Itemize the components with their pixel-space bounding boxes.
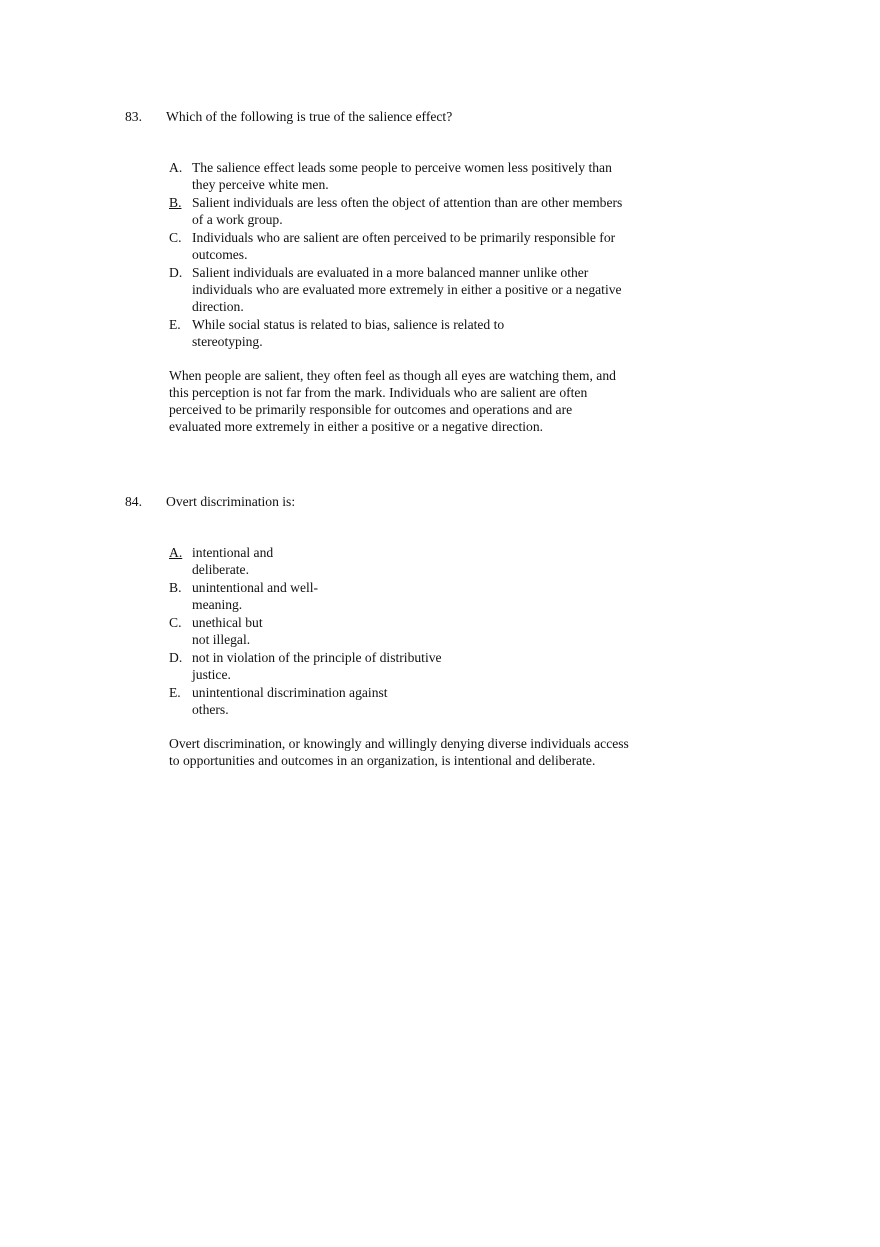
option-text: stereotyping. bbox=[192, 334, 263, 349]
question-number: 83. bbox=[125, 109, 142, 124]
option-b bbox=[169, 579, 685, 613]
option-text: they perceive white men. bbox=[192, 177, 329, 192]
option-text: not in violation of the principle of distributive bbox=[192, 650, 442, 665]
option-list bbox=[169, 544, 685, 718]
option-text: unethical but bbox=[192, 615, 263, 630]
option-text: direction. bbox=[192, 299, 244, 314]
explanation-line: to opportunities and outcomes in an organization, is intentional and deliberate. bbox=[169, 753, 596, 768]
question-83 bbox=[125, 108, 685, 435]
option-text: intentional and bbox=[192, 545, 274, 560]
option-text: not illegal. bbox=[192, 632, 251, 647]
option-a bbox=[169, 544, 685, 578]
question-stem: Overt discrimination is: bbox=[166, 494, 296, 509]
question-84 bbox=[125, 493, 685, 769]
explanation-line: this perception is not far from the mark. Individuals who are salient are often bbox=[169, 385, 588, 400]
option-text: Salient individuals are less often the object of attention than are other members bbox=[192, 195, 623, 210]
option-text: meaning. bbox=[192, 597, 243, 612]
option-e bbox=[169, 316, 685, 350]
option-a bbox=[169, 159, 685, 193]
option-text: individuals who are evaluated more extremely in either a positive or a negative bbox=[192, 282, 622, 297]
option-c bbox=[169, 614, 685, 648]
option-letter: E. bbox=[169, 317, 181, 332]
option-c bbox=[169, 229, 685, 263]
option-letter: D. bbox=[169, 650, 183, 665]
explanation-line: perceived to be primarily responsible for outcomes and operations and are bbox=[169, 402, 573, 417]
answer-explanation bbox=[169, 735, 685, 769]
option-letter: C. bbox=[169, 615, 182, 630]
option-text: Salient individuals are evaluated in a more balanced manner unlike other bbox=[192, 265, 589, 280]
marked-answer-letter: B. bbox=[169, 195, 182, 210]
option-letter: A. bbox=[169, 160, 183, 175]
option-d bbox=[169, 264, 685, 315]
option-text: unintentional and well- bbox=[192, 580, 319, 595]
option-text: Individuals who are salient are often perceived to be primarily responsible for bbox=[192, 230, 616, 245]
answer-explanation bbox=[169, 367, 685, 435]
question-number: 84. bbox=[125, 494, 142, 509]
option-text: justice. bbox=[192, 667, 231, 682]
option-d bbox=[169, 649, 685, 683]
option-letter: B. bbox=[169, 580, 182, 595]
option-text: outcomes. bbox=[192, 247, 248, 262]
question-stem: Which of the following is true of the salience effect? bbox=[166, 109, 453, 124]
option-text: others. bbox=[192, 702, 229, 717]
option-text: deliberate. bbox=[192, 562, 249, 577]
option-letter: E. bbox=[169, 685, 181, 700]
option-text: of a work group. bbox=[192, 212, 283, 227]
option-text: The salience effect leads some people to perceive women less positively than bbox=[192, 160, 612, 175]
option-letter: D. bbox=[169, 265, 183, 280]
option-letter: C. bbox=[169, 230, 182, 245]
option-text: unintentional discrimination against bbox=[192, 685, 388, 700]
question-header bbox=[125, 493, 685, 510]
option-b bbox=[169, 194, 685, 228]
question-header bbox=[125, 108, 685, 125]
explanation-line: evaluated more extremely in either a positive or a negative direction. bbox=[169, 419, 544, 434]
marked-answer-letter: A. bbox=[169, 545, 183, 560]
option-text: While social status is related to bias, salience is related to bbox=[192, 317, 505, 332]
option-e bbox=[169, 684, 685, 718]
explanation-line: When people are salient, they often feel as though all eyes are watching them, and bbox=[169, 368, 616, 383]
option-list bbox=[169, 159, 685, 350]
explanation-line: Overt discrimination, or knowingly and willingly denying diverse individuals access bbox=[169, 736, 629, 751]
